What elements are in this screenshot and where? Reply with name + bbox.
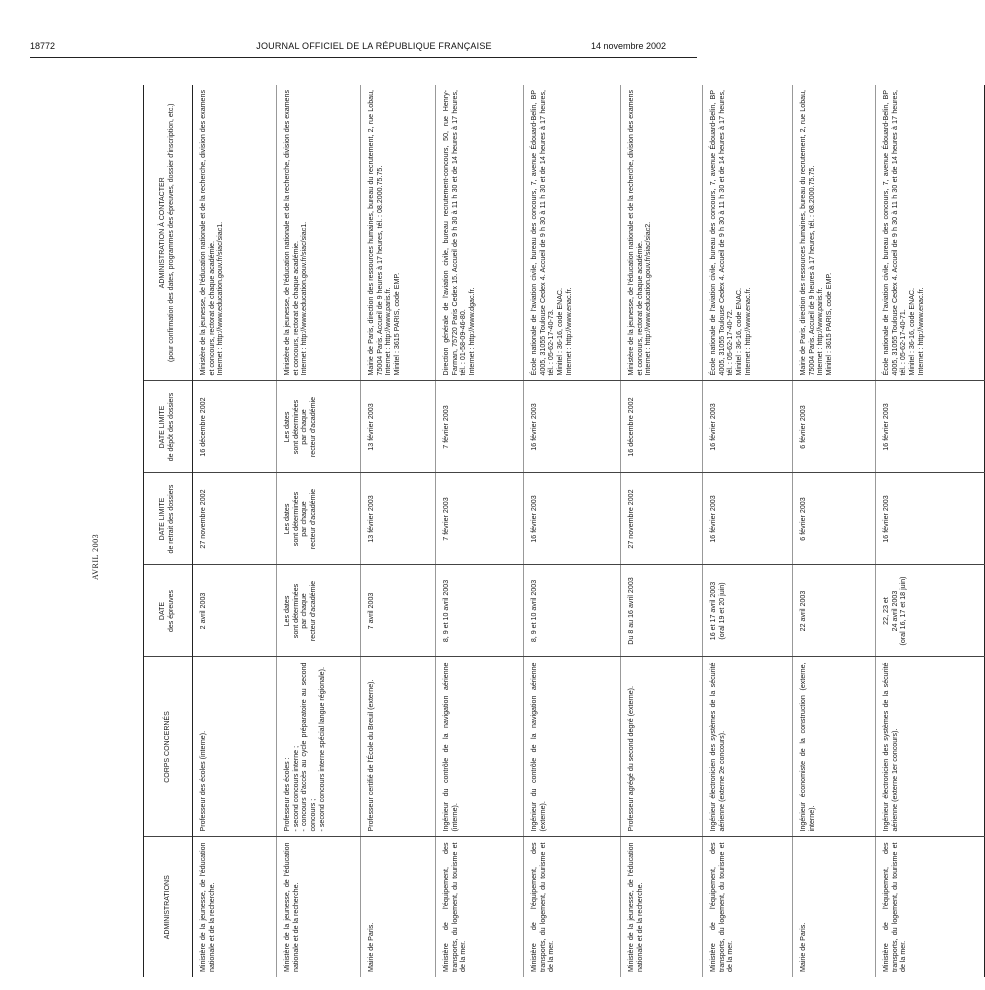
date-epreuves-cell-line: 22, 23 et	[882, 597, 890, 625]
column-header-title: DATE LIMITE	[159, 497, 167, 541]
corps-cell-line: - concours d'accès au cycle préparatoire au second concours ;	[300, 662, 317, 832]
column-header-subtitle: (pour confirmation des dates, programmes des épreuves, dossier d'inscription, etc.)	[168, 103, 175, 363]
table-row	[876, 85, 985, 977]
date-depot-cell	[703, 381, 793, 473]
corps-cell-line: Ingénieur électronicien des systèmes de la sécurité aérienne (externe 2e concours).	[709, 662, 726, 832]
contact-cell	[524, 85, 621, 381]
journal-title: JOURNAL OFFICIEL DE LA RÉPUBLIQUE FRANÇAISE	[256, 41, 492, 51]
contact-cell-line: École nationale de l'aviation civile, bureau des concours, 7, avenue Édouard-Belin, BP 4005, 31055 Toulouse Cedex 4. Accueil de 9 h 30 à 11 h 30 et de 14 heures à 17 heures, tél. : 05-62-17-40-72.	[709, 90, 735, 376]
contact-cell-line: Minitel : 3615 PARIS, code EMP.	[824, 272, 833, 376]
date-retrait-cell-line: 16 février 2003	[530, 495, 538, 543]
corps-cell-line: Ingénieur du contrôle de la navigation aérienne (interne).	[442, 662, 459, 832]
date-depot-cell-line: 16 février 2003	[882, 403, 890, 451]
date-retrait-cell	[361, 473, 436, 565]
contact-cell	[793, 85, 876, 381]
date-retrait-cell-line: recteur d'académie	[308, 488, 317, 550]
contact-cell	[621, 85, 703, 381]
contact-cell-line: Internet : http://www.education.gouv.fr/siac/siac1.	[216, 221, 225, 376]
administration-cell: Ministère de l'équipement, des transports, du logement, du tourisme et de la mer.	[442, 842, 468, 972]
contact-cell-line: Internet : http://www.paris.fr.	[384, 287, 393, 376]
date-epreuves-cell-line: sont déterminées	[291, 583, 300, 639]
corps-cell	[193, 657, 277, 837]
header-rule	[30, 57, 697, 58]
date-depot-cell	[436, 381, 524, 473]
date-epreuves-cell-line: (oral 16, 17 et 18 juin)	[899, 576, 908, 646]
date-retrait-cell	[436, 473, 524, 565]
corps-cell	[621, 657, 703, 837]
section-label	[91, 520, 105, 580]
corps-cell	[703, 657, 793, 837]
contact-cell	[436, 85, 524, 381]
date-epreuves-cell	[361, 565, 436, 657]
date-retrait-cell	[703, 473, 793, 565]
contact-cell-line: Minitel : 36-16, code ENAC.	[555, 287, 564, 376]
corps-cell-line: Professeur agrégé du second degré (externe).	[627, 685, 635, 832]
contact-cell-line: Minitel : 3615 PARIS, code EMP.	[392, 272, 401, 376]
date-retrait-cell	[876, 473, 985, 565]
contact-cell-line: École nationale de l'aviation civile, bureau des concours, 7, avenue Édouard-Belin, BP 4005, 31055 Toulouse Cedex 4. Accueil de 9 h 30 à 11 h 30 et de 14 heures à 17 heures, tél. : 05-62-17-40-73.	[530, 90, 556, 376]
date-epreuves-cell	[793, 565, 876, 657]
column-header-title: ADMINISTRATION À CONTACTER	[159, 177, 167, 289]
contact-cell	[703, 85, 793, 381]
date-retrait-cell-line: Les dates	[283, 503, 291, 535]
contact-cell-line: Ministère de la jeunesse, de l'éducation nationale et de la recherche, division des examens et concours, rectorat de chaque académie.	[627, 90, 644, 376]
section-label-text: AVRIL 2003	[91, 533, 100, 580]
date-depot-cell-line: Les dates	[283, 411, 291, 443]
table-frame	[143, 85, 925, 977]
column-header-title: ADMINISTRATIONS	[163, 875, 171, 940]
date-epreuves-cell-line: 8, 9 et 10 avril 2003	[442, 579, 450, 643]
administration-cell: Ministère de la jeunesse, de l'éducation nationale et de la recherche.	[627, 842, 644, 972]
date-depot-cell	[361, 381, 436, 473]
table-row	[361, 85, 436, 977]
corps-cell-line: - second concours interne ;	[291, 745, 300, 832]
date-epreuves-cell-line: Les dates	[283, 595, 291, 627]
administration-cell: Mairie de Paris.	[799, 922, 807, 972]
date-depot-cell-line: 16 décembre 2002	[199, 397, 207, 457]
date-retrait-cell-line: 27 novembre 2002	[199, 489, 207, 549]
date-depot-cell	[876, 381, 985, 473]
date-depot-cell-line: recteur d'académie	[308, 396, 317, 458]
date-epreuves-cell-line: 22 avril 2003	[799, 590, 807, 632]
date-retrait-cell-line: 27 novembre 2002	[627, 489, 635, 549]
contact-cell-line: Internet : http://www.enac.fr.	[564, 287, 573, 376]
contact-cell	[193, 85, 277, 381]
administration-cell: Mairie de Paris.	[367, 922, 375, 972]
corps-cell-line: Professeur des écoles (interne).	[199, 730, 207, 832]
date-depot-cell	[277, 381, 361, 473]
date-depot-cell-line: 16 décembre 2002	[627, 397, 635, 457]
date-retrait-cell-line: 16 février 2003	[882, 495, 890, 543]
date-depot-cell	[793, 381, 876, 473]
date-retrait-cell-line: 7 février 2003	[442, 497, 450, 541]
corps-cell-line: Professeur certifié de l'École du Breuil (externe).	[367, 679, 375, 832]
corps-cell	[361, 657, 436, 837]
date-retrait-cell	[524, 473, 621, 565]
contact-cell-line: Minitel : 36-16, code ENAC.	[734, 287, 743, 376]
date-depot-cell-line: 7 février 2003	[442, 405, 450, 449]
date-depot-cell-line: par chaque	[300, 409, 309, 445]
date-epreuves-cell-line: Du 8 au 16 avril 2003	[627, 577, 635, 645]
administration-cell: Ministère de la jeunesse, de l'éducation nationale et de la recherche.	[199, 842, 216, 972]
table-row	[524, 85, 621, 977]
contact-cell-line: École nationale de l'aviation civile, bureau des concours, 7, avenue Édouard-Belin, BP 4005, 31055 Toulouse Cedex 4. Accueil de 9 h 30 à 11 h 30 et de 14 heures à 17 heures, tél. : 05-62-17-40-71.	[882, 90, 908, 376]
date-epreuves-cell	[621, 565, 703, 657]
date-retrait-cell	[793, 473, 876, 565]
concours-table	[143, 85, 985, 977]
date-epreuves-cell-line: 24 avril 2003	[890, 590, 899, 632]
column-header-subtitle: des épreuves	[168, 589, 175, 633]
date-epreuves-cell	[277, 565, 361, 657]
column-header-administrations	[144, 837, 193, 977]
table-row	[621, 85, 703, 977]
rotated-table-container	[143, 85, 925, 977]
date-retrait-cell	[193, 473, 277, 565]
date-depot-cell-line: sont déterminées	[291, 399, 300, 455]
date-epreuves-cell-line: par chaque	[300, 593, 309, 629]
date-epreuves-cell	[436, 565, 524, 657]
contact-cell	[361, 85, 436, 381]
contact-cell-line: Internet : http://www.enac.fr.	[743, 287, 752, 376]
page-number: 18772	[30, 41, 56, 51]
column-header-corps-concernes	[144, 657, 193, 837]
date-retrait-cell	[621, 473, 703, 565]
administration-cell: Ministère de l'équipement, des transports, du logement, du tourisme et de la mer.	[709, 842, 735, 972]
corps-cell	[277, 657, 361, 837]
column-header-subtitle: de retrait des dossiers	[168, 484, 175, 554]
date-epreuves-cell	[703, 565, 793, 657]
date-epreuves-cell-line: recteur d'académie	[308, 580, 317, 642]
column-header-administration-contact	[144, 85, 193, 381]
corps-cell	[876, 657, 985, 837]
column-header-title: DATE	[159, 601, 167, 621]
corps-cell	[793, 657, 876, 837]
contact-cell-line: Direction générale de l'aviation civile, bureau recrutement-concours, 50, rue Henry-Farman, 75720 Paris Cedex 15. Accueil de 9 h 30 à 11 h 30 et de 14 heures à 17 heures, tél. : 01-58-09-46-80.	[442, 90, 468, 376]
contact-cell-line: Mairie de Paris, direction des ressources humaines, bureau du recrutement, 2, rue Lobau, 75004 Paris. Accueil de 9 heures à 17 heures, tél. : 08.2000.75.75.	[367, 90, 384, 376]
contact-cell-line: Internet : http://www.education.gouv.fr/siac/siac1.	[300, 221, 309, 376]
column-header-title: DATE LIMITE	[159, 405, 167, 449]
contact-cell-line: Internet : http://www.paris.fr.	[816, 287, 825, 376]
date-depot-cell	[621, 381, 703, 473]
date-retrait-cell-line: 6 février 2003	[799, 497, 807, 541]
corps-cell-line: Ingénieur économiste de la construction (externe, interne).	[799, 662, 816, 832]
corps-cell-line: Ingénieur électronicien des systèmes de la sécurité aérienne (externe 1er concours).	[882, 662, 899, 832]
date-retrait-cell-line: sont déterminées	[291, 491, 300, 547]
date-epreuves-cell	[876, 565, 985, 657]
corps-cell	[436, 657, 524, 837]
column-header-date-epreuves	[144, 565, 193, 657]
contact-cell-line: Ministère de la jeunesse, de l'éducation nationale et de la recherche, division des examens et concours, rectorat de chaque académie.	[199, 90, 216, 376]
administration-cell: Ministère de l'équipement, des transports, du logement, du tourisme et de la mer.	[530, 842, 556, 972]
date-epreuves-cell-line: 16 et 17 avril 2003	[709, 581, 717, 641]
contact-cell-line: Internet : http://www.education.gouv.fr/siac/siac2.	[644, 221, 653, 376]
table-row	[277, 85, 361, 977]
date-retrait-cell-line: 16 février 2003	[709, 495, 717, 543]
date-epreuves-cell	[193, 565, 277, 657]
contact-cell-line: Internet : http://www.dgac.fr.	[467, 287, 476, 376]
date-epreuves-cell-line: 7 avril 2003	[367, 592, 375, 630]
date-epreuves-cell-line: 2 avril 2003	[199, 592, 207, 630]
date-retrait-cell	[277, 473, 361, 565]
date-depot-cell	[193, 381, 277, 473]
contact-cell-line: Internet : http://www.enac.fr.	[916, 287, 925, 376]
column-header-title: CORPS CONCERNÉS	[163, 711, 171, 783]
date-depot-cell-line: 16 février 2003	[530, 403, 538, 451]
date-epreuves-cell-line: (oral 19 et 20 juin)	[717, 582, 726, 640]
contact-cell-line: Mairie de Paris, direction des ressources humaines, bureau du recrutement, 2, rue Lobau, 75004 Paris. Accueil de 9 heures à 17 heures, tél. : 08.2000.75.75.	[799, 90, 816, 376]
table-header-row	[144, 85, 193, 977]
date-depot-cell-line: 6 février 2003	[799, 405, 807, 449]
contact-cell-line: Minitel : 36-16, code ENAC.	[907, 287, 916, 376]
contact-cell	[277, 85, 361, 381]
table-body	[193, 85, 985, 977]
contact-cell-line: Ministère de la jeunesse, de l'éducation nationale et de la recherche, division des examens et concours, rectorat de chaque académie.	[283, 90, 300, 376]
table-row	[703, 85, 793, 977]
corps-cell-line: Ingénieur du contrôle de la navigation aérienne (externe).	[530, 662, 547, 832]
column-header-date-retrait	[144, 473, 193, 565]
corps-cell	[524, 657, 621, 837]
corps-cell-line: Professeur des écoles :	[283, 757, 291, 832]
table-row	[436, 85, 524, 977]
table-row	[193, 85, 277, 977]
date-depot-cell	[524, 381, 621, 473]
date-retrait-cell-line: 13 février 2003	[367, 495, 375, 543]
column-header-date-depot	[144, 381, 193, 473]
column-header-subtitle: de dépôt des dossiers	[168, 392, 175, 462]
date-depot-cell-line: 13 février 2003	[367, 403, 375, 451]
corps-cell-line: - second concours interne spécial langue régionale).	[317, 667, 326, 832]
administration-cell: Ministère de l'équipement, des transports, du logement, du tourisme et de la mer.	[882, 842, 908, 972]
date-epreuves-cell-line: 8, 9 et 10 avril 2003	[530, 579, 538, 643]
date-epreuves-cell	[524, 565, 621, 657]
contact-cell	[876, 85, 985, 381]
date-retrait-cell-line: par chaque	[300, 501, 309, 537]
publication-date: 14 novembre 2002	[590, 41, 666, 51]
table-row	[793, 85, 876, 977]
administration-cell: Ministère de la jeunesse, de l'éducation nationale et de la recherche.	[283, 842, 300, 972]
date-depot-cell-line: 16 février 2003	[709, 403, 717, 451]
